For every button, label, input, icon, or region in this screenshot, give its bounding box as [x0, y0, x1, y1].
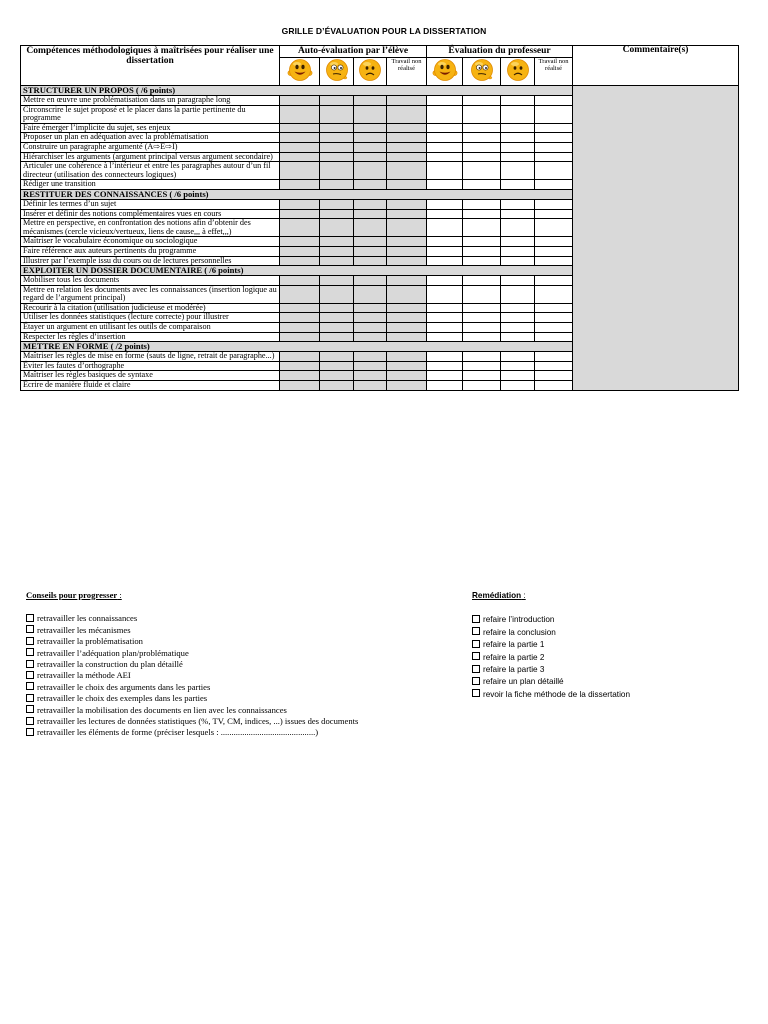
teacher-eval-cell[interactable]	[501, 152, 535, 162]
self-eval-cell[interactable]	[280, 96, 320, 106]
self-eval-cell[interactable]	[320, 142, 354, 152]
remediation-item-label: refaire l’introduction	[483, 615, 555, 625]
self-eval-cell[interactable]	[280, 152, 320, 162]
self-eval-cell[interactable]	[320, 237, 354, 247]
criterion-label: Utiliser les données statistiques (lecture correcte) pour illustrer	[21, 313, 280, 323]
remediation-item-label: revoir la fiche méthode de la dissertation	[483, 689, 630, 699]
remediation-item	[472, 627, 630, 639]
teacher-eval-cell[interactable]	[501, 381, 535, 391]
advice-item-label: retravailler les mécanismes	[37, 624, 131, 635]
self-eval-cell[interactable]	[320, 303, 354, 313]
advice-item-label: retravailler le choix des arguments dans les parties	[37, 681, 211, 692]
teacher-eval-cell[interactable]	[463, 361, 501, 371]
advice-item	[26, 670, 358, 681]
self-eval-cell[interactable]	[387, 199, 427, 209]
teacher-eval-cell[interactable]	[463, 219, 501, 237]
teacher-eval-header: Évaluation du professeur	[427, 46, 573, 58]
teacher-eval-cell[interactable]	[427, 180, 463, 190]
checkbox-icon[interactable]	[26, 705, 34, 713]
self-eval-cell[interactable]	[280, 352, 320, 362]
teacher-eval-cell[interactable]	[535, 96, 573, 106]
self-eval-cell[interactable]	[387, 133, 427, 143]
advice-heading: Conseils pour progresser :	[26, 590, 122, 600]
criterion-label: Mettre en œuvre une problématisation dans un paragraphe long	[21, 96, 280, 106]
comment-header: Commentaire(s)	[573, 46, 739, 86]
checkbox-icon[interactable]	[26, 694, 34, 702]
self-eval-cell[interactable]	[280, 276, 320, 286]
teacher-eval-cell[interactable]	[501, 209, 535, 219]
self-eval-cell[interactable]	[387, 323, 427, 333]
comment-cell[interactable]	[573, 86, 739, 391]
teacher-eval-cell[interactable]	[501, 332, 535, 342]
remediation-item-label: refaire un plan détaillé	[483, 677, 564, 687]
self-eval-cell[interactable]	[280, 209, 320, 219]
self-eval-cell[interactable]	[320, 219, 354, 237]
teacher-eval-cell[interactable]	[535, 152, 573, 162]
teacher-eval-cell[interactable]	[501, 162, 535, 180]
criterion-label: Proposer un plan en adéquation avec la problématisation	[21, 133, 280, 143]
teacher-eval-cell[interactable]	[501, 313, 535, 323]
self-eval-cell[interactable]	[354, 371, 387, 381]
self-eval-cell[interactable]	[387, 285, 427, 303]
teacher-eval-cell[interactable]	[501, 123, 535, 133]
criterion-label: Éviter les fautes d’orthographe	[21, 361, 280, 371]
teacher-eval-cell[interactable]	[463, 256, 501, 266]
remediation-item-label: refaire la conclusion	[483, 627, 556, 637]
teacher-eval-cell[interactable]	[427, 371, 463, 381]
criterion-label: Maîtriser les règles basiques de syntaxe	[21, 371, 280, 381]
teacher-eval-cell[interactable]	[501, 246, 535, 256]
self-neutral-face-icon	[320, 58, 354, 86]
self-eval-cell[interactable]	[280, 219, 320, 237]
teacher-eval-cell[interactable]	[463, 276, 501, 286]
checkbox-icon[interactable]	[26, 682, 34, 690]
self-eval-cell[interactable]	[354, 133, 387, 143]
advice-item	[26, 727, 358, 738]
teacher-eval-cell[interactable]	[463, 332, 501, 342]
teacher-eval-cell[interactable]	[427, 332, 463, 342]
teacher-eval-cell[interactable]	[501, 323, 535, 333]
self-eval-cell[interactable]	[354, 313, 387, 323]
teacher-eval-cell[interactable]	[463, 96, 501, 106]
criteria-header: Compétences méthodologiques à maîtrisées pour réaliser une dissertation	[21, 46, 280, 86]
self-eval-cell[interactable]	[280, 246, 320, 256]
teacher-eval-cell[interactable]	[463, 285, 501, 303]
self-eval-cell[interactable]	[320, 123, 354, 133]
teacher-eval-cell[interactable]	[535, 303, 573, 313]
self-eval-cell[interactable]	[354, 323, 387, 333]
checkbox-icon[interactable]	[26, 614, 34, 622]
teacher-eval-cell[interactable]	[535, 256, 573, 266]
section-row	[21, 86, 739, 96]
self-eval-cell[interactable]	[354, 276, 387, 286]
teacher-eval-cell[interactable]	[463, 152, 501, 162]
self-eval-cell[interactable]	[354, 237, 387, 247]
self-eval-cell[interactable]	[280, 133, 320, 143]
remediation-item-label: refaire la partie 3	[483, 665, 545, 675]
advice-item-label: retravailler la problématisation	[37, 636, 143, 647]
self-happy-face-icon	[280, 58, 320, 86]
teacher-eval-cell[interactable]	[427, 313, 463, 323]
teacher-eval-cell[interactable]	[463, 199, 501, 209]
teacher-eval-cell[interactable]	[427, 162, 463, 180]
self-eval-cell[interactable]	[387, 219, 427, 237]
self-eval-cell[interactable]	[280, 256, 320, 266]
self-eval-cell[interactable]	[387, 152, 427, 162]
criterion-label: Insérer et définir des notions complémentaires vues en cours	[21, 209, 280, 219]
advice-item-label: retravailler la méthode AEI	[37, 670, 131, 681]
teacher-eval-cell[interactable]	[427, 285, 463, 303]
teacher-eval-cell[interactable]	[501, 180, 535, 190]
self-eval-cell[interactable]	[387, 303, 427, 313]
teacher-eval-cell[interactable]	[535, 142, 573, 152]
teacher-eval-cell[interactable]	[501, 256, 535, 266]
remediation-item	[472, 689, 630, 701]
self-eval-cell[interactable]	[320, 96, 354, 106]
teacher-eval-cell[interactable]	[427, 237, 463, 247]
teacher-eval-cell[interactable]	[501, 352, 535, 362]
self-eval-cell[interactable]	[387, 352, 427, 362]
checkbox-icon[interactable]	[472, 640, 480, 648]
self-eval-cell[interactable]	[354, 219, 387, 237]
checkbox-icon[interactable]	[26, 625, 34, 633]
advice-item-label: retravailler la mobilisation des documents en lien avec les connaissances	[37, 704, 287, 715]
teacher-eval-cell[interactable]	[463, 371, 501, 381]
self-eval-cell[interactable]	[280, 162, 320, 180]
teacher-eval-cell[interactable]	[535, 361, 573, 371]
section-title: METTRE EN FORME ( /2 points)	[21, 342, 573, 352]
teacher-eval-cell[interactable]	[463, 303, 501, 313]
self-eval-cell[interactable]	[280, 313, 320, 323]
advice-item-label: retravailler les lectures de données statistiques (%, TV, CM, indices, ...) issues des documents	[37, 716, 359, 727]
self-eval-cell[interactable]	[320, 152, 354, 162]
self-eval-cell[interactable]	[280, 199, 320, 209]
teacher-eval-cell[interactable]	[535, 123, 573, 133]
checkbox-icon[interactable]	[26, 728, 34, 736]
criterion-label: Maîtriser le vocabulaire économique ou sociologique	[21, 237, 280, 247]
criterion-label: Recourir à la citation (utilisation judicieuse et modérée)	[21, 303, 280, 313]
self-eval-cell[interactable]	[354, 285, 387, 303]
advice-item-label: retravailler la construction du plan détaillé	[37, 659, 183, 670]
self-eval-cell[interactable]	[387, 180, 427, 190]
checkbox-icon[interactable]	[472, 665, 480, 673]
self-eval-cell[interactable]	[320, 105, 354, 123]
teacher-eval-cell[interactable]	[463, 352, 501, 362]
teacher-eval-cell[interactable]	[427, 219, 463, 237]
advice-item	[26, 625, 358, 636]
self-eval-cell[interactable]	[387, 381, 427, 391]
self-eval-cell[interactable]	[354, 162, 387, 180]
page-title: GRILLE D’ÉVALUATION POUR LA DISSERTATION	[281, 26, 487, 36]
self-eval-cell[interactable]	[320, 352, 354, 362]
checkbox-icon[interactable]	[472, 652, 480, 660]
advice-item	[26, 613, 358, 624]
self-eval-cell[interactable]	[280, 105, 320, 123]
self-eval-cell[interactable]	[320, 246, 354, 256]
self-eval-cell[interactable]	[387, 313, 427, 323]
advice-item	[26, 705, 358, 716]
self-eval-cell[interactable]	[320, 180, 354, 190]
remediation-item-label: refaire la partie 1	[483, 640, 545, 650]
self-eval-cell[interactable]	[320, 133, 354, 143]
teacher-eval-cell[interactable]	[427, 246, 463, 256]
teacher-eval-cell[interactable]	[501, 276, 535, 286]
self-eval-cell[interactable]	[354, 332, 387, 342]
advice-item-label: retravailler le choix des exemples dans les parties	[37, 693, 208, 704]
advice-item-label: retravailler l’adéquation plan/problématique	[37, 647, 189, 658]
self-not-done-label: Travail non réalisé	[387, 58, 427, 86]
self-eval-cell[interactable]	[280, 123, 320, 133]
teacher-eval-cell[interactable]	[427, 276, 463, 286]
self-eval-cell[interactable]	[320, 276, 354, 286]
teacher-eval-cell[interactable]	[427, 105, 463, 123]
remediation-item	[472, 639, 630, 651]
teacher-eval-cell[interactable]	[535, 276, 573, 286]
self-eval-cell[interactable]	[387, 96, 427, 106]
remediation-item-label: refaire la partie 2	[483, 652, 545, 662]
self-eval-cell[interactable]	[354, 199, 387, 209]
teacher-eval-cell[interactable]	[427, 323, 463, 333]
criterion-label: Maîtriser les règles de mise en forme (sauts de ligne, retrait de paragraphe...)	[21, 352, 280, 362]
self-eval-cell[interactable]	[387, 361, 427, 371]
teacher-happy-face-icon	[427, 58, 463, 86]
advice-block	[26, 590, 358, 739]
self-eval-cell[interactable]	[354, 105, 387, 123]
teacher-eval-cell[interactable]	[501, 237, 535, 247]
teacher-eval-cell[interactable]	[463, 246, 501, 256]
teacher-sad-face-icon	[501, 58, 535, 86]
teacher-eval-cell[interactable]	[463, 237, 501, 247]
remediation-block	[472, 590, 630, 701]
self-eval-cell[interactable]	[280, 303, 320, 313]
self-eval-cell[interactable]	[387, 162, 427, 180]
teacher-eval-cell[interactable]	[501, 371, 535, 381]
self-eval-cell[interactable]	[387, 105, 427, 123]
teacher-eval-cell[interactable]	[427, 96, 463, 106]
self-eval-cell[interactable]	[320, 361, 354, 371]
checkbox-icon[interactable]	[472, 615, 480, 623]
teacher-not-done-label: Travail non réalisé	[535, 58, 573, 86]
teacher-eval-cell[interactable]	[501, 303, 535, 313]
criterion-label: Mobiliser tous les documents	[21, 276, 280, 286]
self-eval-cell[interactable]	[354, 246, 387, 256]
remediation-heading: Remédiation :	[472, 591, 526, 600]
teacher-eval-cell[interactable]	[501, 96, 535, 106]
teacher-eval-cell[interactable]	[427, 123, 463, 133]
section-title: STRUCTURER UN PROPOS ( /6 points)	[21, 86, 573, 96]
criterion-label: Faire référence aux auteurs pertinents du programme	[21, 246, 280, 256]
teacher-eval-cell[interactable]	[535, 105, 573, 123]
teacher-eval-cell[interactable]	[535, 381, 573, 391]
teacher-eval-cell[interactable]	[463, 313, 501, 323]
self-eval-cell[interactable]	[280, 323, 320, 333]
self-eval-cell[interactable]	[280, 180, 320, 190]
teacher-eval-cell[interactable]	[535, 199, 573, 209]
self-eval-cell[interactable]	[280, 371, 320, 381]
teacher-eval-cell[interactable]	[427, 209, 463, 219]
advice-item	[26, 659, 358, 670]
teacher-eval-cell[interactable]	[535, 237, 573, 247]
self-eval-cell[interactable]	[354, 381, 387, 391]
teacher-eval-cell[interactable]	[427, 256, 463, 266]
self-eval-cell[interactable]	[320, 332, 354, 342]
criterion-label: Définir les termes d’un sujet	[21, 199, 280, 209]
self-eval-cell[interactable]	[280, 332, 320, 342]
teacher-eval-cell[interactable]	[463, 209, 501, 219]
checkbox-icon[interactable]	[26, 717, 34, 725]
teacher-eval-cell[interactable]	[535, 219, 573, 237]
self-eval-cell[interactable]	[387, 256, 427, 266]
criterion-label: Construire un paragraphe argumenté (A⇨E⇨I)	[21, 142, 280, 152]
teacher-eval-cell[interactable]	[463, 162, 501, 180]
self-eval-cell[interactable]	[387, 209, 427, 219]
teacher-eval-cell[interactable]	[535, 332, 573, 342]
self-eval-cell[interactable]	[354, 361, 387, 371]
teacher-eval-cell[interactable]	[535, 323, 573, 333]
teacher-eval-cell[interactable]	[501, 199, 535, 209]
teacher-eval-cell[interactable]	[535, 371, 573, 381]
self-eval-cell[interactable]	[320, 323, 354, 333]
self-eval-cell[interactable]	[320, 285, 354, 303]
checkbox-icon[interactable]	[26, 648, 34, 656]
teacher-eval-cell[interactable]	[501, 285, 535, 303]
teacher-eval-cell[interactable]	[427, 199, 463, 209]
section-title: RESTITUER DES CONNAISSANCES ( /6 points)	[21, 189, 573, 199]
advice-item	[26, 636, 358, 647]
criterion-label: Articuler une cohérence à l’intérieur et entre les paragraphes autour d’un fil directeur (utilisation des connecteurs logiques)	[21, 162, 280, 180]
self-eval-cell[interactable]	[354, 142, 387, 152]
teacher-eval-cell[interactable]	[427, 381, 463, 391]
criterion-label: Circonscrire le sujet proposé et le placer dans la partie pertinente du programme	[21, 105, 280, 123]
advice-item	[26, 716, 358, 727]
remediation-item	[472, 664, 630, 676]
teacher-eval-cell[interactable]	[427, 361, 463, 371]
teacher-eval-cell[interactable]	[427, 133, 463, 143]
checkbox-icon[interactable]	[26, 660, 34, 668]
self-eval-cell[interactable]	[280, 381, 320, 391]
teacher-eval-cell[interactable]	[535, 285, 573, 303]
teacher-eval-cell[interactable]	[463, 133, 501, 143]
teacher-eval-cell[interactable]	[501, 142, 535, 152]
remediation-item	[472, 676, 630, 688]
teacher-eval-cell[interactable]	[501, 133, 535, 143]
checkbox-icon[interactable]	[472, 677, 480, 685]
remediation-item	[472, 652, 630, 664]
teacher-eval-cell[interactable]	[535, 133, 573, 143]
self-eval-cell[interactable]	[320, 381, 354, 391]
criterion-label: Mettre en perspective, en confrontation des notions afin d’obtenir des mécanismes (cercle vicieux/vertueux, liens de cause,,, à effet,,,)	[21, 219, 280, 237]
criterion-label: Rédiger une transition	[21, 180, 280, 190]
teacher-eval-cell[interactable]	[463, 323, 501, 333]
teacher-eval-cell[interactable]	[501, 219, 535, 237]
teacher-eval-cell[interactable]	[427, 152, 463, 162]
self-eval-cell[interactable]	[320, 371, 354, 381]
teacher-eval-cell[interactable]	[535, 246, 573, 256]
self-eval-cell[interactable]	[354, 123, 387, 133]
self-eval-cell[interactable]	[387, 371, 427, 381]
self-eval-cell[interactable]	[320, 313, 354, 323]
teacher-neutral-face-icon	[463, 58, 501, 86]
evaluation-grid	[20, 45, 739, 391]
self-eval-cell[interactable]	[387, 276, 427, 286]
self-eval-cell[interactable]	[320, 256, 354, 266]
teacher-eval-cell[interactable]	[463, 123, 501, 133]
self-eval-cell[interactable]	[387, 123, 427, 133]
self-eval-cell[interactable]	[320, 199, 354, 209]
self-sad-face-icon	[354, 58, 387, 86]
self-eval-cell[interactable]	[280, 142, 320, 152]
self-eval-cell[interactable]	[280, 285, 320, 303]
teacher-eval-cell[interactable]	[427, 142, 463, 152]
checkbox-icon[interactable]	[26, 671, 34, 679]
checkbox-icon[interactable]	[472, 627, 480, 635]
teacher-eval-cell[interactable]	[463, 142, 501, 152]
teacher-eval-cell[interactable]	[427, 303, 463, 313]
self-eval-cell[interactable]	[387, 237, 427, 247]
advice-item-label: retravailler les connaissances	[37, 613, 138, 624]
self-eval-cell[interactable]	[354, 96, 387, 106]
teacher-eval-cell[interactable]	[427, 352, 463, 362]
self-eval-cell[interactable]	[387, 332, 427, 342]
checkbox-icon[interactable]	[26, 637, 34, 645]
remediation-item	[472, 614, 630, 626]
criterion-label: Illustrer par l’exemple issu du cours ou de lectures personnelles	[21, 256, 280, 266]
criterion-label: Hiérarchiser les arguments (argument principal versus argument secondaire)	[21, 152, 280, 162]
teacher-eval-cell[interactable]	[535, 209, 573, 219]
self-eval-cell[interactable]	[354, 303, 387, 313]
checkbox-icon[interactable]	[472, 689, 480, 697]
self-eval-cell[interactable]	[354, 180, 387, 190]
self-eval-cell[interactable]	[280, 361, 320, 371]
self-eval-cell[interactable]	[387, 246, 427, 256]
teacher-eval-cell[interactable]	[463, 180, 501, 190]
self-eval-cell[interactable]	[387, 142, 427, 152]
teacher-eval-cell[interactable]	[535, 352, 573, 362]
teacher-eval-cell[interactable]	[535, 313, 573, 323]
self-eval-header: Auto-évaluation par l’élève	[280, 46, 427, 58]
advice-item-label: retravailler les éléments de forme (préciser lesquels : ............................................)	[37, 727, 319, 738]
self-eval-cell[interactable]	[354, 209, 387, 219]
teacher-eval-cell[interactable]	[501, 361, 535, 371]
teacher-eval-cell[interactable]	[501, 105, 535, 123]
advice-item	[26, 693, 358, 704]
teacher-eval-cell[interactable]	[463, 381, 501, 391]
section-title: EXPLOITER UN DOSSIER DOCUMENTAIRE ( /6 points)	[21, 266, 573, 276]
self-eval-cell[interactable]	[354, 256, 387, 266]
criterion-label: Mettre en relation les documents avec les connaissances (insertion logique au regard de l’argument principal)	[21, 285, 280, 303]
self-eval-cell[interactable]	[320, 209, 354, 219]
advice-item	[26, 648, 358, 659]
teacher-eval-cell[interactable]	[535, 180, 573, 190]
teacher-eval-cell[interactable]	[535, 162, 573, 180]
criterion-label: Écrire de manière fluide et claire	[21, 381, 280, 391]
criterion-label: Faire émerger l’implicite du sujet, ses enjeux	[21, 123, 280, 133]
self-eval-cell[interactable]	[280, 237, 320, 247]
advice-item	[26, 682, 358, 693]
self-eval-cell[interactable]	[320, 162, 354, 180]
self-eval-cell[interactable]	[354, 152, 387, 162]
criterion-label: Étayer un argument en utilisant les outils de comparaison	[21, 323, 280, 333]
teacher-eval-cell[interactable]	[463, 105, 501, 123]
criterion-label: Respecter les règles d’insertion	[21, 332, 280, 342]
self-eval-cell[interactable]	[354, 352, 387, 362]
